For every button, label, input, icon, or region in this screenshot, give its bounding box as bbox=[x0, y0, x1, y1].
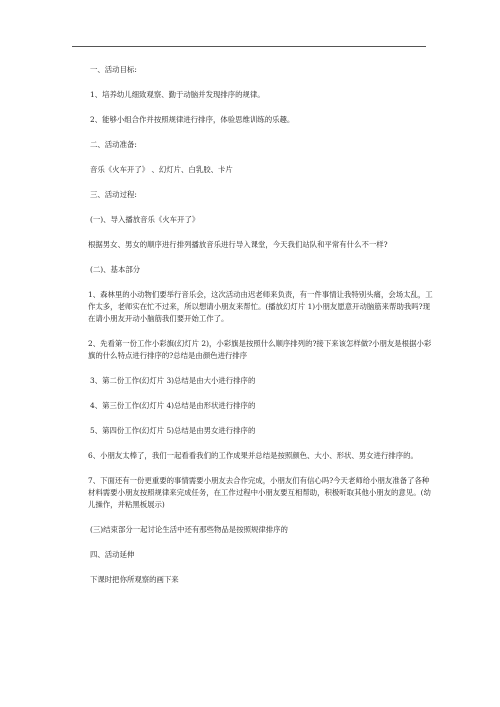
document-body bbox=[90, 64, 435, 599]
process-step-2: 2、先看第一份工作小彩旗(幻灯片 2)，小彩旗是按照什么顺序排列的?接下来该怎样做?小朋友是根据小彩旗的什么特点进行排序的?总结是由颜色进行排序 bbox=[88, 339, 432, 360]
section-heading-preparation: 二、活动准备: bbox=[90, 140, 137, 149]
section-heading-extension: 四、活动延伸 bbox=[90, 550, 135, 559]
process-step-7: 7、下面还有一份更重要的事情需要小朋友去合作完成，小朋友们有信心吗?今天老师给小朋友准备了各种材料需要小朋友按照规律来完成任务，在工作过程中小朋友要互相帮助，积极听取其他小朋友的意见。(幼儿操作，并粘黑板展示) bbox=[88, 476, 431, 509]
extension-text: 下课时把你所观察的画下来 bbox=[90, 575, 179, 584]
process-step-4: 4、第三份工作(幻灯片 4)总结是由形状进行排序的 bbox=[90, 401, 256, 410]
process-basic-heading: (二)、基本部分 bbox=[90, 265, 141, 274]
section-heading-process: 三、活动过程: bbox=[90, 190, 137, 199]
process-step-3: 3、第二份工作(幻灯片 3)总结是由大小进行排序的 bbox=[90, 376, 256, 385]
process-step-1: 1、森林里的小动物们要举行音乐会，这次活动由迟老师来负责，有一件事情让我特别头痛，会场太乱，工作太多，老师实在忙不过来，所以想请小朋友来帮忙。(播放幻灯片 1)小朋友愿意开动脑筋来帮助我吗?现在请小朋友开动小脑筋我们要开始工作了。 bbox=[88, 290, 433, 323]
process-intro-heading: (一)、导入播放音乐《火车开了》 bbox=[90, 215, 200, 224]
process-closing: (三)结束部分一起讨论生活中还有那些物品是按照规律排序的 bbox=[90, 525, 288, 534]
process-intro-text: 根据男女、男女的顺序进行排列播放音乐进行导入课堂，今天我们站队和平常有什么不一样? bbox=[88, 240, 388, 249]
header-rule bbox=[72, 46, 426, 47]
section-heading-goals: 一、活动目标: bbox=[90, 65, 137, 74]
process-step-5: 5、第四份工作(幻灯片 5)总结是由男女进行排序的 bbox=[90, 426, 256, 435]
process-step-6: 6、小朋友太棒了，我们一起看看我们的工作成果并总结是按照颜色、大小、形状、男女进行排序的。 bbox=[88, 451, 418, 460]
goal-item-1: 1、培养幼儿细致观察、勤于动脑并发现排序的规律。 bbox=[90, 90, 265, 99]
goal-item-2: 2、能够小组合作并按照规律进行排序，体验思维训练的乐趣。 bbox=[90, 115, 295, 124]
preparation-materials: 音乐《火车开了》 、幻灯片、白乳胶、卡片 bbox=[90, 165, 233, 174]
